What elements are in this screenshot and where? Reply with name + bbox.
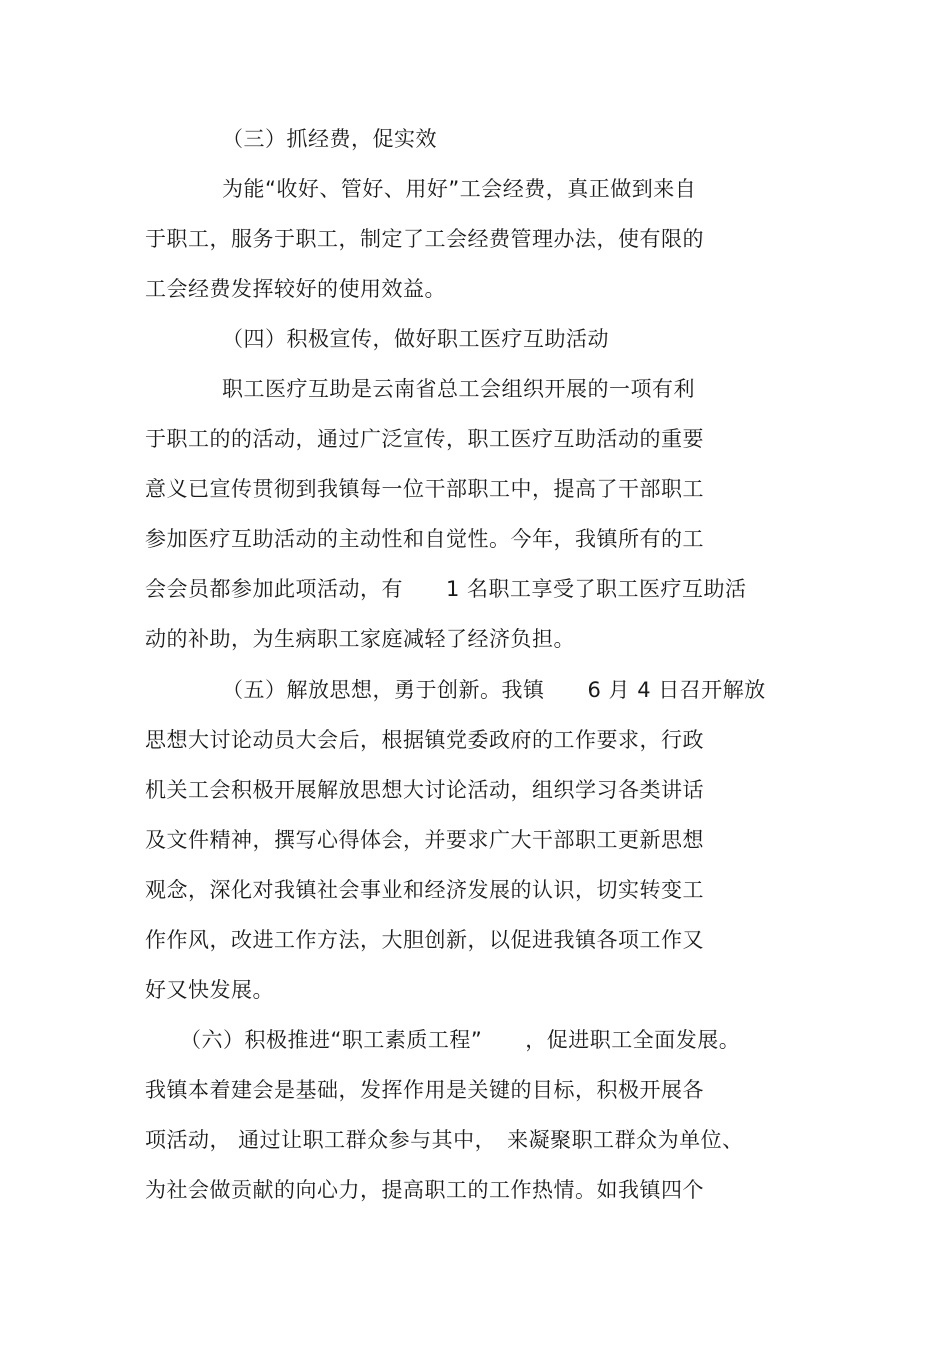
- paragraph-line: 于职工的的活动，通过广泛宣传，职工医疗互助活动的重要: [145, 427, 704, 451]
- paragraph-line: 参加医疗互助活动的主动性和自觉性。今年，我镇所有的工: [145, 527, 704, 551]
- heading-section-6: （六）积极推进“职工素质工程” ，促进职工全面发展。: [180, 1028, 741, 1052]
- paragraph-line: 我镇本着建会是基础，发挥作用是关键的目标，积极开展各: [145, 1078, 704, 1102]
- paragraph-line: 好又快发展。: [145, 978, 274, 1002]
- paragraph-line: 项活动， 通过让职工群众参与其中， 来凝聚职工群众为单位、: [145, 1128, 744, 1152]
- paragraph-line: 为社会做贡献的向心力，提高职工的工作热情。如我镇四个: [145, 1178, 704, 1202]
- paragraph-line: 及文件精神，撰写心得体会，并要求广大干部职工更新思想: [145, 828, 704, 852]
- paragraph-line: 作作风，改进工作方法，大胆创新，以促进我镇各项工作又: [145, 928, 704, 952]
- paragraph-line: 会会员都参加此项活动，有 1 名职工享受了职工医疗互助活: [145, 577, 747, 601]
- paragraph-line: 工会经费发挥较好的使用效益。: [145, 277, 446, 301]
- paragraph-line: 为能“收好、管好、用好”工会经费，真正做到来自: [222, 177, 697, 201]
- paragraph-line: 思想大讨论动员大会后，根据镇党委政府的工作要求，行政: [145, 728, 704, 752]
- heading-section-5: （五）解放思想，勇于创新。我镇 6 月 4 日召开解放: [222, 678, 766, 702]
- paragraph-line: 于职工，服务于职工，制定了工会经费管理办法，使有限的: [145, 227, 704, 251]
- paragraph-line: 意义已宣传贯彻到我镇每一位干部职工中，提高了干部职工: [145, 477, 704, 501]
- paragraph-line: 机关工会积极开展解放思想大讨论活动，组织学习各类讲话: [145, 778, 704, 802]
- paragraph-line: 观念，深化对我镇社会事业和经济发展的认识，切实转变工: [145, 878, 704, 902]
- paragraph-line: 动的补助，为生病职工家庭减轻了经济负担。: [145, 627, 575, 651]
- heading-section-3: （三）抓经费，促实效: [222, 127, 437, 151]
- heading-section-4: （四）积极宣传，做好职工医疗互助活动: [222, 327, 609, 351]
- paragraph-line: 职工医疗互助是云南省总工会组织开展的一项有利: [222, 377, 695, 401]
